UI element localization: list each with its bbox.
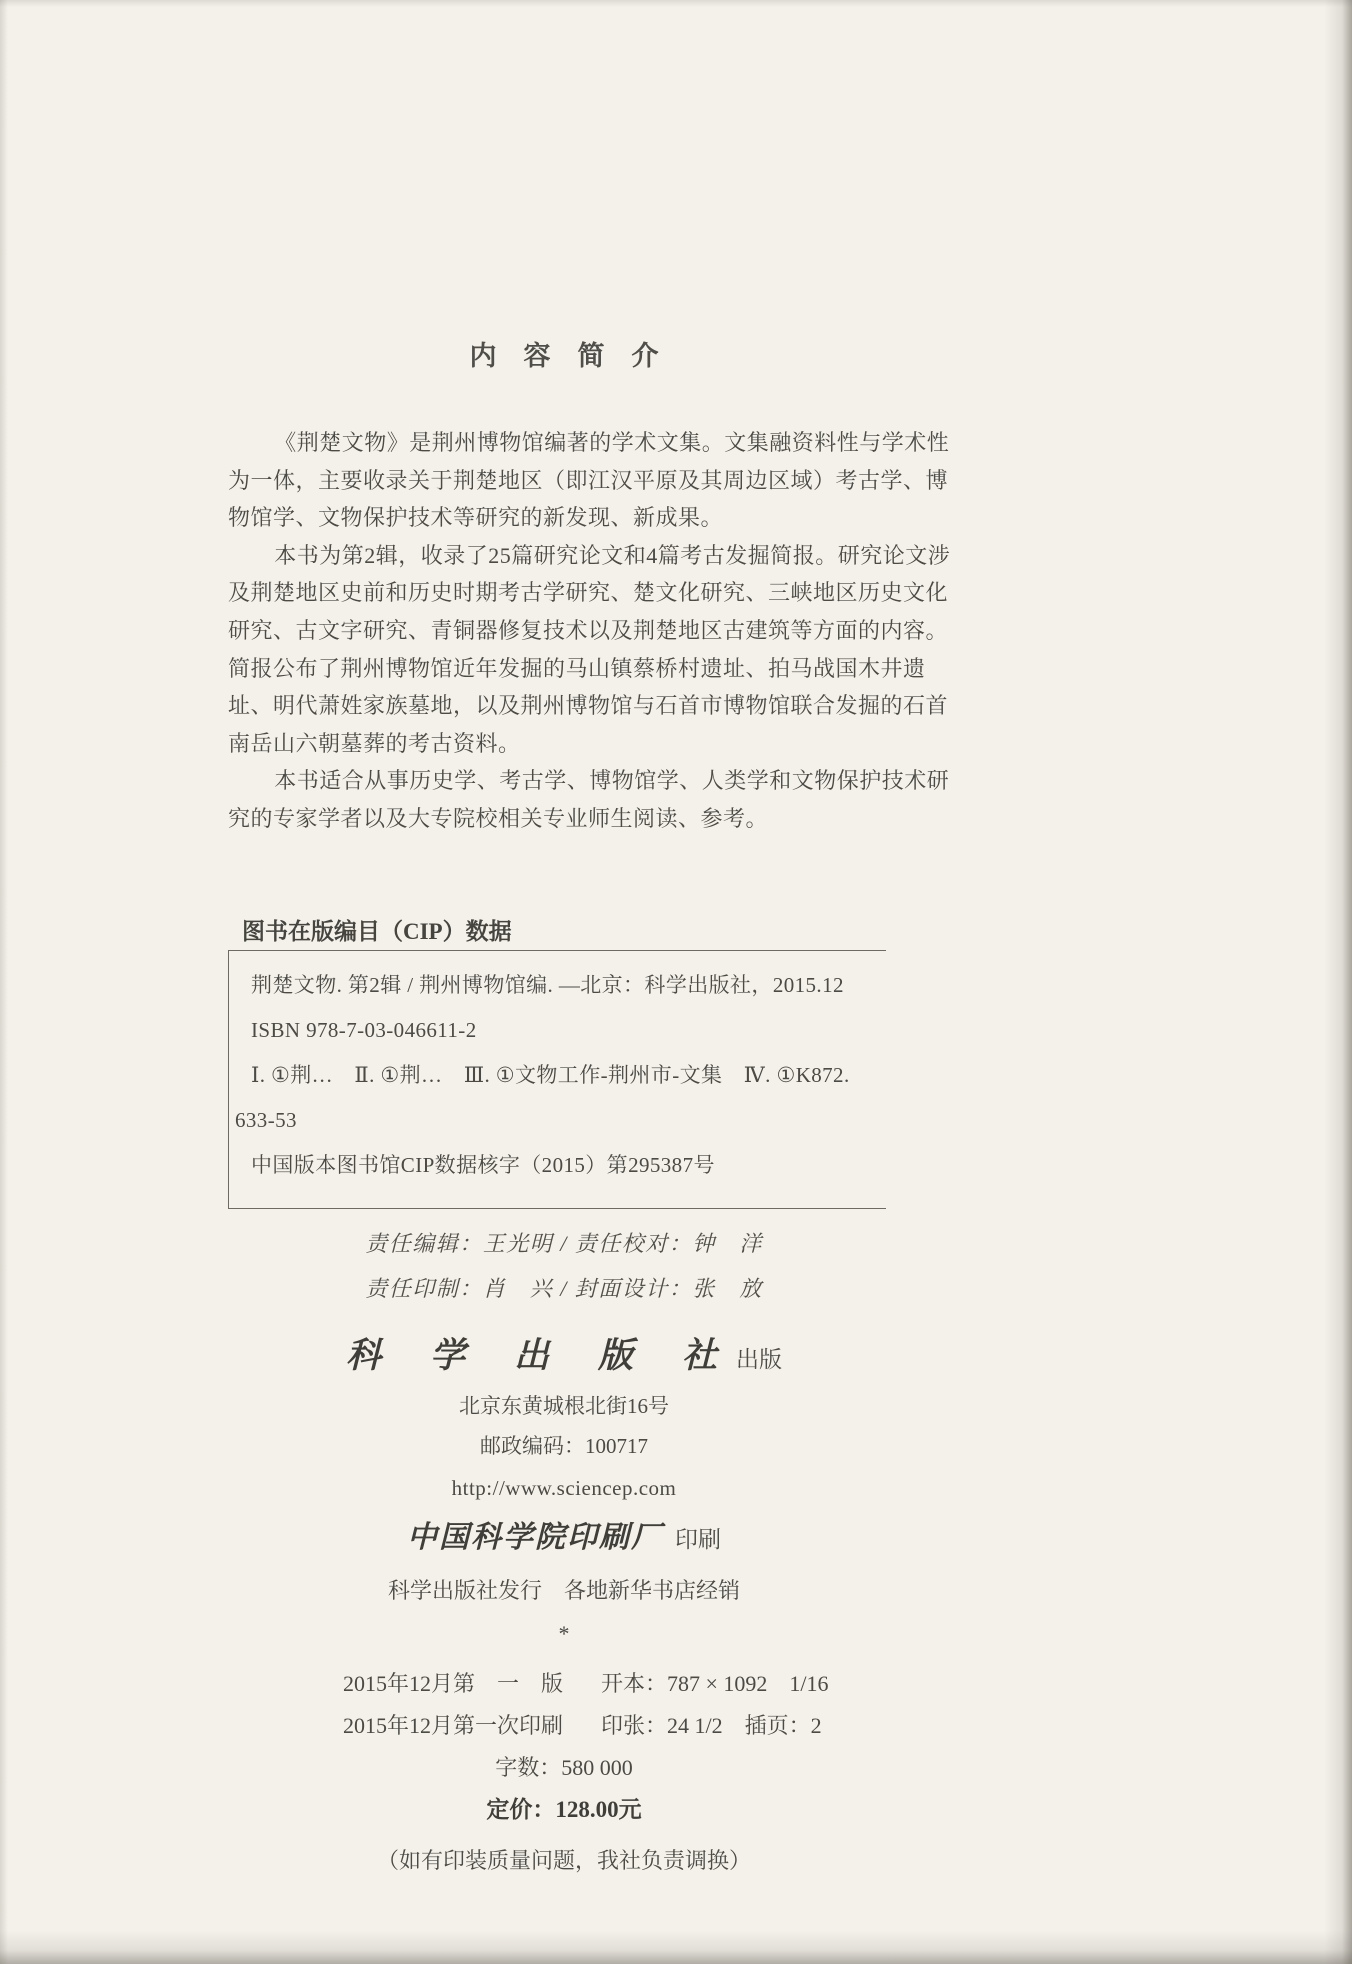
publisher-postcode: 邮政编码：100717	[480, 1433, 648, 1458]
cip-box	[228, 950, 886, 1209]
cip-record-number: 中国版本图书馆CIP数据核字（2015）第295387号	[251, 1152, 715, 1177]
word-count: 字数：580 000	[495, 1754, 633, 1780]
summary-line: 及荆楚地区史前和历史时期考古学研究、楚文化研究、三峡地区历史文化	[228, 580, 949, 606]
edition-info	[343, 1663, 829, 1747]
distribution-line: 科学出版社发行 各地新华书店经销	[387, 1577, 740, 1603]
page-content	[228, 0, 951, 1883]
summary-line: 本书为第2辑，收录了25篇研究论文和4篇考古发掘简报。研究论文涉	[274, 542, 951, 568]
publisher-block	[228, 1333, 900, 1651]
publisher-name-line	[228, 1333, 900, 1386]
cip-isbn: ISBN 978-7-03-046611-2	[251, 1017, 477, 1042]
format-spec: 开本：787 × 1092 1/16	[601, 1670, 829, 1696]
cip-title-line: 荆楚文物. 第2辑 / 荆州博物馆编. —北京：科学出版社，2015.12	[251, 972, 844, 997]
summary-line: 本书适合从事历史学、考古学、博物馆学、人类学和文物保护技术研	[274, 768, 950, 794]
print-label: 印刷	[675, 1526, 721, 1552]
cip-classification-continued: 633-53	[235, 1107, 297, 1132]
printer-name-line	[228, 1514, 900, 1567]
summary-line: 究的专家学者以及大专院校相关专业师生阅读、参考。	[228, 805, 769, 831]
publisher-address: 北京东黄城根北街16号	[459, 1393, 669, 1418]
staff-editors-line: 责任编辑：王光明 / 责任校对：钟 洋	[365, 1230, 763, 1256]
price: 定价：128.00元	[486, 1796, 642, 1822]
cip-header: 图书在版编目（CIP）数据	[242, 918, 512, 944]
publish-label: 出版	[736, 1346, 782, 1372]
summary-line: 址、明代萧姓家族墓地，以及荆州博物馆与石首市博物馆联合发掘的石首	[228, 693, 949, 719]
content-summary	[228, 424, 951, 838]
edition-date: 2015年12月第 一 版	[343, 1670, 564, 1696]
staff-printing-design-line: 责任印制：肖 兴 / 封面设计：张 放	[365, 1275, 763, 1301]
summary-line: 简报公布了荆州博物馆近年发掘的马山镇蔡桥村遗址、拍马战国木井遗	[228, 655, 926, 681]
quality-notice: （如有印装质量问题，我社负责调换）	[376, 1847, 751, 1873]
page-title: 内 容 简 介	[469, 341, 659, 371]
publisher-logo-calligraphy: 科 学 出 版 社	[345, 1335, 724, 1375]
edition-row	[343, 1663, 829, 1705]
divider-asterisk: *	[558, 1620, 570, 1646]
publisher-website: http://www.sciencep.com	[451, 1475, 677, 1500]
printing-date: 2015年12月第一次印刷	[343, 1712, 564, 1738]
edition-row	[343, 1705, 822, 1747]
printer-logo-calligraphy: 中国科学院印刷厂	[407, 1520, 663, 1554]
staff-credits	[228, 1221, 900, 1311]
summary-line: 为一体，主要收录关于荆楚地区（即江汉平原及其周边区域）考古学、博	[228, 467, 949, 493]
summary-line: 物馆学、文物保护技术等研究的新发现、新成果。	[228, 505, 724, 531]
summary-line: 南岳山六朝墓葬的考古资料。	[228, 730, 521, 756]
summary-line: 研究、古文字研究、青铜器修复技术以及荆楚地区古建筑等方面的内容。	[228, 617, 949, 643]
summary-line: 《荆楚文物》是荆州博物馆编著的学术文集。文集融资料性与学术性	[274, 430, 950, 455]
sheets-spec: 印张：24 1/2 插页：2	[601, 1712, 822, 1738]
cip-section	[228, 916, 900, 1209]
cip-classification: Ⅰ. ①荆… Ⅱ. ①荆… Ⅲ. ①文物工作-荆州市-文集 Ⅳ. ①K872.	[251, 1062, 850, 1087]
